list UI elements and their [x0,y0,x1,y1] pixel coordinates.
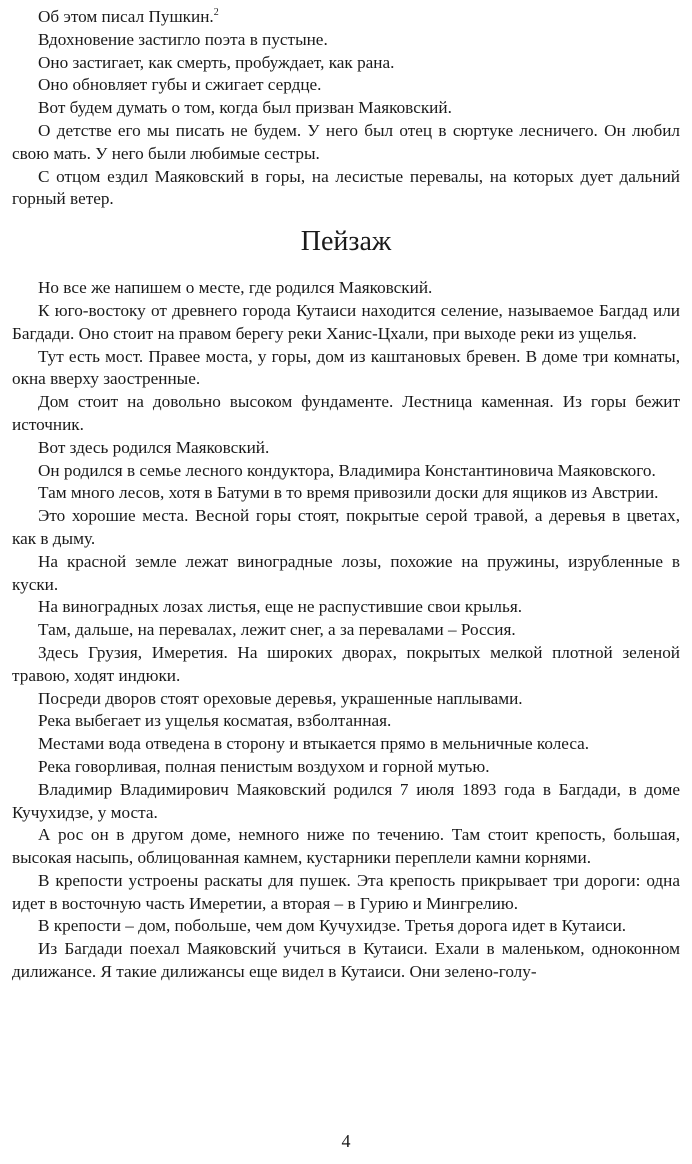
paragraph [12,6,680,29]
paragraph: А рос он в другом доме, немного ниже по течению. Там стоит крепость, большая, высокая насыпь, облицованная камнем, кустарники переплели камни корнями. [12,825,680,868]
page-number: 4 [341,1131,351,1151]
paragraph: Оно обновляет губы и сжигает сердце. [38,75,322,95]
paragraph: Посреди дворов стоят ореховые деревья, украшенные наплывами. [38,688,523,708]
paragraph: Река говорливая, полная пенистым воздухом и горной мутью. [38,756,490,776]
paragraph: Вдохновение застигло поэта в пустыне. [38,29,328,49]
paragraph: Местами вода отведена в сторону и втыкается прямо в мельничные колеса. [38,734,590,754]
paragraph: Владимир Владимирович Маяковский родился 7 июля 1893 года в Багдади, в доме Кучухидзе, у моста. [12,779,680,822]
paragraph: Здесь Грузия, Имеретия. На широких дворах, покрытых мелкой плотной зеленой травою, ходят индюки. [12,642,680,685]
paragraph: Дом стоит на довольно высоком фундаменте. Лестница каменная. Из горы бежит источник. [12,392,680,434]
footnote-marker[interactable]: 2 [213,7,219,18]
paragraph: На виноградных лозах листья, еще не распустившие свои крылья. [38,597,523,617]
paragraph: К юго-востоку от древнего города Кутаиси находится селение, называемое Багдад или Багдади. Оно стоит на правом берегу реки Ханис-Цхали, при выходе реки из ущелья. [12,300,680,343]
paragraph: Но все же напишем о месте, где родился Маяковский. [38,278,433,298]
page-text [12,6,680,984]
paragraph: Река выбегает из ущелья косматая, взболтанная. [38,711,392,731]
paragraph: Вот здесь родился Маяковский. [38,437,270,457]
paragraph: О детстве его мы писать не будем. У него был отец в сюртуке лесничего. Он любил свою мать. У него были любимые сестры. [12,120,680,163]
paragraph: Там, дальше, на перевалах, лежит снег, а за перевалами – Россия. [38,620,516,640]
paragraph: Вот будем думать о том, когда был призван Маяковский. [38,98,452,118]
section-heading: Пейзаж [300,226,392,258]
paragraph: Это хорошие места. Весной горы стоят, покрытые серой травой, а деревья в цветах, как в дыму. [12,506,680,548]
paragraph: В крепости – дом, побольше, чем дом Кучухидзе. Третья дорога идет в Кутаиси. [38,916,627,936]
paragraph: С отцом ездил Маяковский в горы, на лесистые перевалы, на которых дует дальний горный ветер. [12,166,680,209]
paragraph: Он родился в семье лесного кондуктора, Владимира Константиновича Маяковского. [38,460,656,480]
paragraph-text: Об этом писал Пушкин. [38,7,214,26]
paragraph: На красной земле лежат виноградные лозы, похожие на пружины, изрубленные в куски. [12,551,680,594]
paragraph: Тут есть мост. Правее моста, у горы, дом из каштановых бревен. В доме три комнаты, окна вверху заостренные. [12,346,680,389]
paragraph: В крепости устроены раскаты для пушек. Эта крепость прикрывает три дороги: одна идет в восточную часть Имеретии, а вторая – в Гурию и Мингрелию. [12,870,680,913]
paragraph: Из Багдади поехал Маяковский учиться в Кутаиси. Ехали в маленьком, одноконном дилижансе. Я такие дилижансы еще видел в Кутаиси. Они зелено-голу- [12,939,680,982]
paragraph: Там много лесов, хотя в Батуми в то время привозили доски для ящиков из Австрии. [38,483,659,503]
paragraph: Оно застигает, как смерть, пробуждает, как рана. [38,52,395,72]
